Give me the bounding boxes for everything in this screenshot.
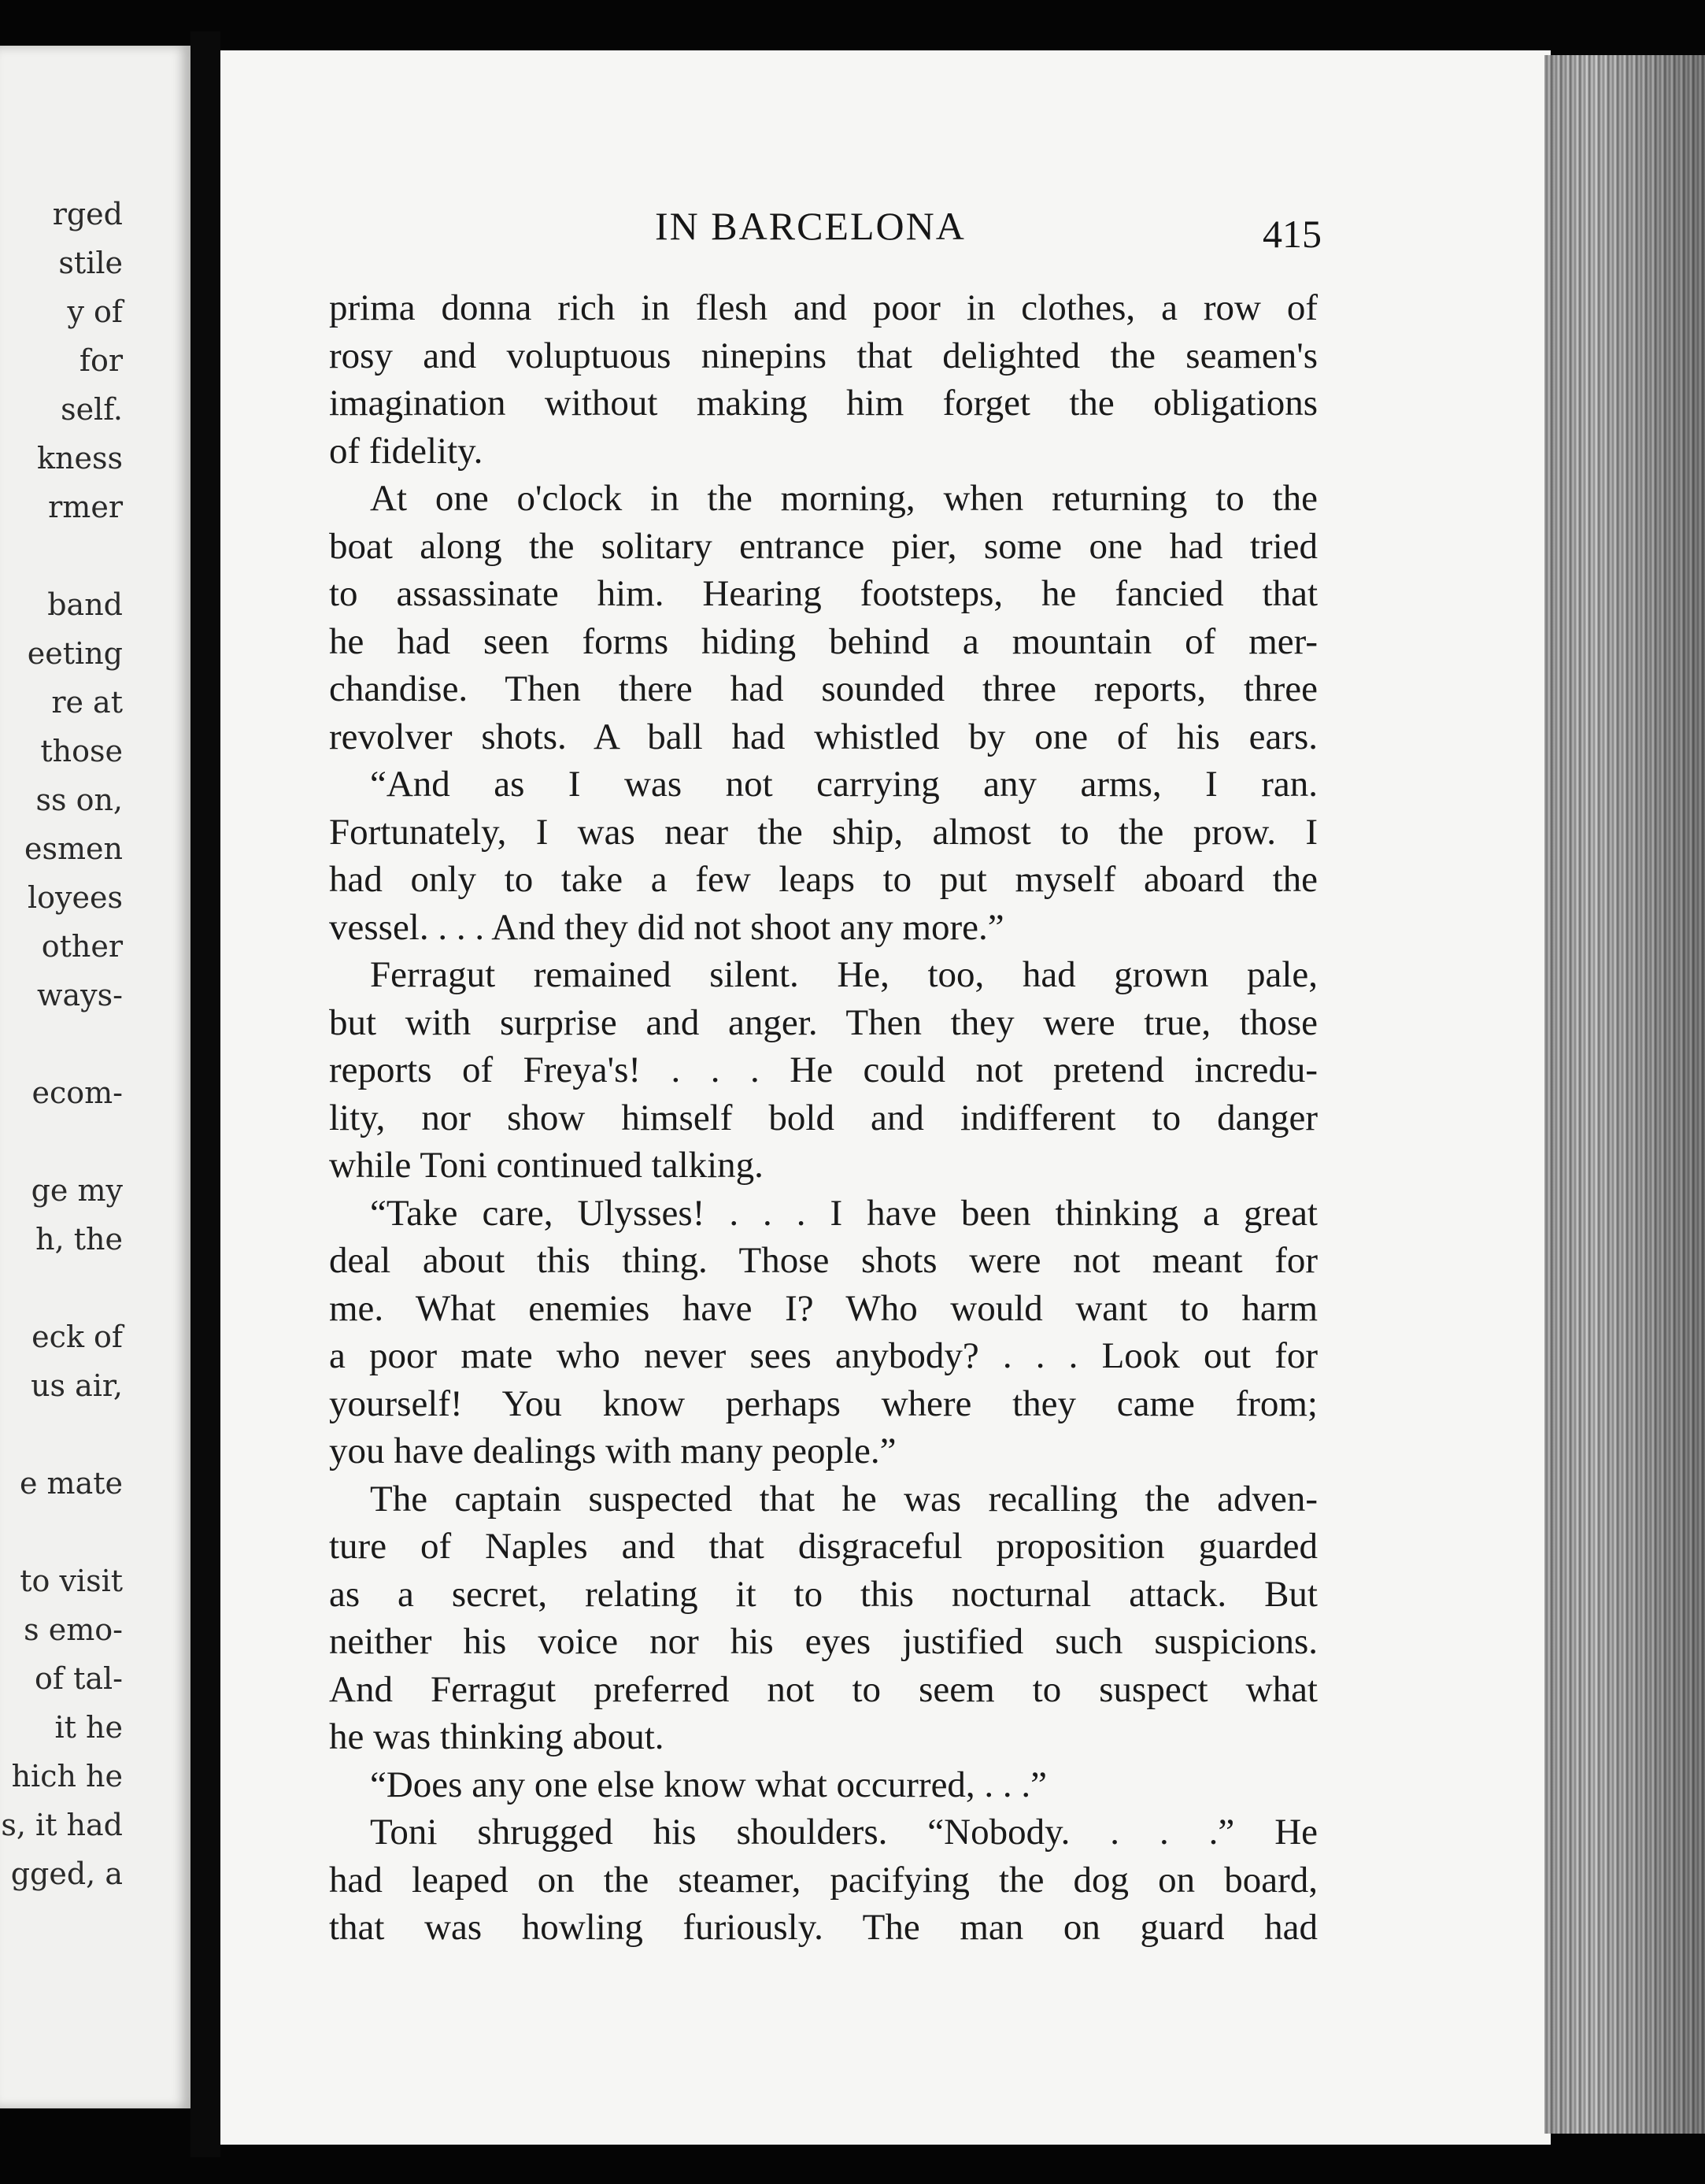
- text-line: me. What enemies have I? Who would want to harm: [329, 1287, 1318, 1329]
- text-line: had only to take a few leaps to put myself aboard the: [329, 859, 1318, 900]
- left-page-fragment: it he: [54, 1710, 123, 1745]
- running-head: IN BARCELONA: [655, 204, 966, 248]
- text-line: neither his voice nor his eyes justified such suspicions.: [329, 1621, 1318, 1662]
- page-number: 415: [1263, 212, 1322, 256]
- left-page-fragment: to visit: [20, 1564, 123, 1598]
- left-page-fragment: e mate: [19, 1466, 123, 1501]
- left-page-fragment: for: [79, 343, 123, 378]
- text-line: you have dealings with many people.”: [329, 1431, 897, 1471]
- text-line: And Ferragut preferred not to seem to suspect what: [329, 1668, 1318, 1710]
- left-page-fragment: kness: [37, 441, 123, 476]
- text-line: Ferragut remained silent. He, too, had grown pale,: [370, 954, 1318, 995]
- left-page-fragment: eck of: [31, 1320, 123, 1354]
- left-page-fragment: rged: [52, 197, 123, 231]
- left-page-fragment: other: [41, 929, 123, 964]
- text-line: prima donna rich in flesh and poor in clothes, a row of: [329, 287, 1318, 328]
- text-line: that was howling furiously. The man on guard had: [329, 1907, 1318, 1948]
- left-page-fragment: ways-: [37, 978, 123, 1012]
- text-line: lity, nor show himself bold and indifferent to danger: [329, 1097, 1318, 1138]
- text-line: as a secret, relating it to this nocturnal attack. But: [329, 1573, 1318, 1615]
- page-edges: [1544, 55, 1705, 2134]
- left-page-fragment: of tal-: [35, 1661, 123, 1696]
- left-page-fragment: loyees: [28, 880, 123, 915]
- left-page-fragment: stile: [58, 246, 123, 280]
- text-line: had leaped on the steamer, pacifying the dog on board,: [329, 1859, 1318, 1901]
- text-line: The captain suspected that he was recalling the adven-: [370, 1478, 1318, 1520]
- text-line: vessel. . . . And they did not shoot any more.”: [329, 906, 1004, 948]
- text-line: Fortunately, I was near the ship, almost to the prow. I: [329, 811, 1318, 853]
- text-line: imagination without making him forget the obligations: [329, 383, 1318, 424]
- left-page-fragment: ge my: [31, 1173, 123, 1208]
- book-gutter: [190, 31, 220, 2157]
- left-page-fragment: those: [40, 734, 123, 768]
- text-line: boat along the solitary entrance pier, some one had tried: [329, 525, 1318, 567]
- text-line: but with surprise and anger. Then they were true, those: [329, 1001, 1318, 1043]
- text-line: yourself! You know perhaps where they came from;: [329, 1383, 1318, 1424]
- left-page-fragment: self.: [61, 392, 123, 427]
- text-line: revolver shots. A ball had whistled by one of his ears.: [329, 716, 1318, 757]
- left-page-fragment: gged, a: [10, 1856, 123, 1891]
- text-line: Toni shrugged his shoulders. “Nobody. . . .” He: [370, 1812, 1318, 1853]
- left-page-fragment: ecom-: [31, 1075, 123, 1110]
- left-page-fragment: hich he: [11, 1759, 123, 1793]
- text-line: while Toni continued talking.: [329, 1145, 764, 1186]
- left-page-fragment: s, it had: [1, 1808, 123, 1842]
- text-line: rosy and voluptuous ninepins that delighted the seamen's: [329, 335, 1318, 376]
- left-page-fragment: ss on,: [35, 783, 123, 817]
- left-page-fragment: h, the: [35, 1222, 123, 1257]
- left-page: [0, 46, 190, 2108]
- text-line: chandise. Then there had sounded three reports, three: [329, 668, 1318, 709]
- text-line: “And as I was not carrying any arms, I ran.: [370, 764, 1318, 805]
- left-page-fragment: re at: [51, 685, 123, 720]
- left-page-fragment: rmer: [48, 490, 123, 524]
- left-page-fragment: y of: [67, 294, 123, 329]
- text-line: ture of Naples and that disgraceful proposition guarded: [329, 1526, 1318, 1567]
- text-line: to assassinate him. Hearing footsteps, he fancied that: [329, 573, 1318, 614]
- text-line: “Does any one else know what occurred, . . .”: [370, 1764, 1048, 1805]
- text-line: reports of Freya's! . . . He could not pretend incredu-: [329, 1049, 1318, 1090]
- text-line: At one o'clock in the morning, when returning to the: [370, 478, 1318, 519]
- text-line: he had seen forms hiding behind a mountain of mer-: [329, 620, 1318, 662]
- text-line: of fidelity.: [329, 430, 483, 472]
- left-page-fragment: s emo-: [24, 1612, 123, 1647]
- left-page-fragment: us air,: [31, 1368, 123, 1403]
- text-line: a poor mate who never sees anybody? . . . Look out for: [329, 1335, 1318, 1376]
- text-line: “Take care, Ulysses! . . . I have been thinking a great: [370, 1192, 1318, 1234]
- left-page-fragment: band: [47, 587, 123, 622]
- text-line: he was thinking about.: [329, 1716, 664, 1757]
- left-page-fragment: esmen: [24, 831, 123, 866]
- text-line: deal about this thing. Those shots were not meant for: [329, 1240, 1318, 1281]
- left-page-fragment: eeting: [27, 636, 123, 671]
